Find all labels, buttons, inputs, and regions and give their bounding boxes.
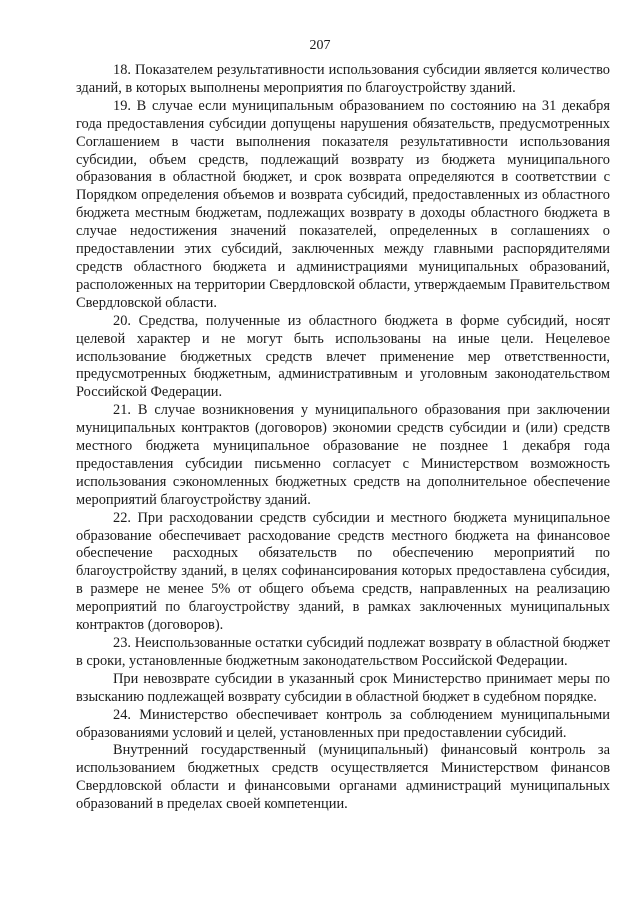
page-number: 207 xyxy=(309,38,331,53)
paragraph-19: 19. В случае если муниципальным образованием по состоянию на 31 декабря года предоставления субсидии допущены нарушения обязательств, предусмотренных Соглашением в части выполнения показателя результативности использования субсидии, объем средств, подлежащий возврату из бюджета муниципального образования в областной бюджет, и срок возврата определяются в соответствии с Порядком определения объемов и возврата субсидий, предоставленных из областного бюджета местным бюджетам, подлежащих возврату в доходы областного бюджета в случае недостижения значений показателей, определенных в соглашениях о предоставлении этих субсидий, заключенных между главными распорядителями средств областного бюджета и администрациями муниципальных образований, расположенных на территории Свердловской области, утверждаемым Правительством Свердловской области. xyxy=(76,97,610,311)
paragraph-24: 24. Министерство обеспечивает контроль за соблюдением муниципальными образованиями условий и целей, установленных при предоставлении субсидий. xyxy=(76,706,610,741)
paragraph-23: 23. Неиспользованные остатки субсидий подлежат возврату в областной бюджет в сроки, установленные бюджетным законодательством Российской Федерации. xyxy=(76,635,610,669)
paragraph-24-continuation: Внутренний государственный (муниципальный) финансовый контроль за использованием бюджетных средств осуществляется Министерством финансов Свердловской области и финансовыми органами администраций муниципальных образований в пределах своей компетенции. xyxy=(76,742,610,813)
paragraph-18: 18. Показателем результативности использования субсидии является количество зданий, в которых выполнены мероприятия по благоустройству зданий. xyxy=(76,62,610,96)
paragraph-23-continuation: При невозврате субсидии в указанный срок Министерство принимает меры по взысканию подлежащей возврату субсидии в областной бюджет в судебном порядке. xyxy=(76,670,610,705)
paragraph-22: 22. При расходовании средств субсидии и местного бюджета муниципальное образование обеспечивает расходование средств местного бюджета на финансовое обеспечение расходных обязательств по обеспечению мероприятий по благоустройству зданий, в целях софинансирования которых предоставлена субсидия, в размере не менее 5% от общего объема средств, направленных на реализацию мероприятий по благоустройству зданий, в рамках заключенных муниципальных контрактов (договоров). xyxy=(76,509,610,634)
paragraph-20: 20. Средства, полученные из областного бюджета в форме субсидий, носят целевой характер и не могут быть использованы на иные цели. Нецелевое использование бюджетных средств влечет применение мер ответственности, предусмотренных бюджетным, административным и уголовным законодательством Российской Федерации. xyxy=(76,312,610,401)
paragraph-21: 21. В случае возникновения у муниципального образования при заключении муниципальных контрактов (договоров) экономии средств субсидии и (или) средств местного бюджета муниципальное образование не позднее 1 декабря года предоставления субсидии письменно согласует с Министерством возможность использования сэкономленных бюджетных средств на дополнительное обеспечение мероприятий благоустройству зданий. xyxy=(76,402,610,508)
document-body xyxy=(76,62,610,814)
